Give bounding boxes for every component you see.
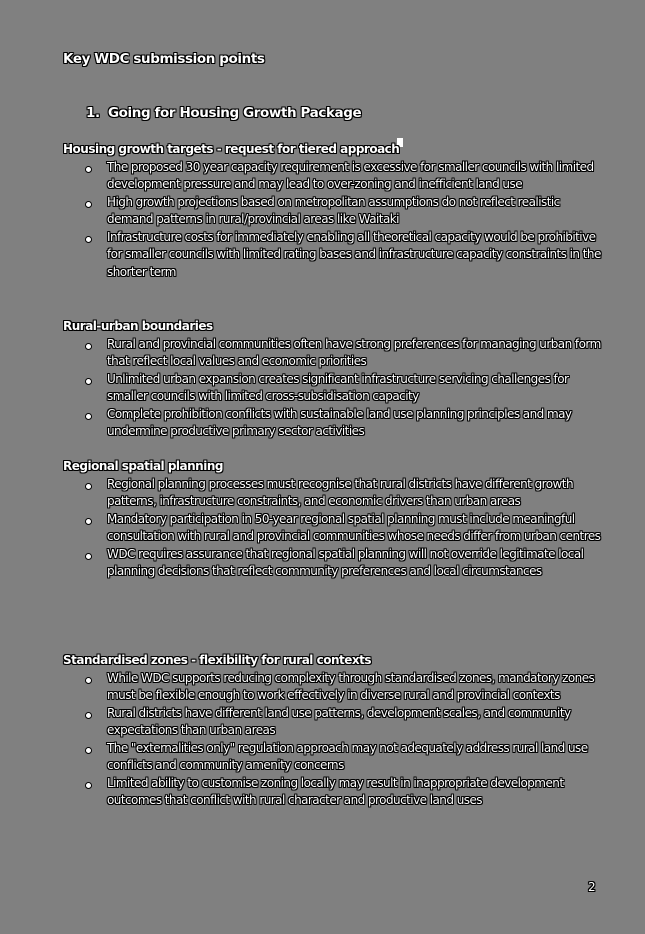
subsection-regional-spatial-planning [63, 458, 603, 581]
section-heading [86, 105, 361, 121]
list-item: Unlimited urban expansion creates significant infrastructure servicing challenges for smaller councils with limited cross-subsidisation capacity [63, 371, 603, 406]
bullet-icon [85, 413, 92, 420]
document-title: Key WDC submission points [63, 51, 265, 67]
list-item: WDC requires assurance that regional spatial planning will not override legitimate local planning decisions that reflect community preferences and local circumstances [63, 546, 603, 581]
section-title: Going for Housing Growth Package [108, 105, 362, 121]
bullet-icon [85, 712, 92, 719]
bullet-list [63, 159, 603, 282]
subsection-heading: Standardised zones - flexibility for rural contexts [63, 653, 371, 667]
list-item: Limited ability to customise zoning locally may result in inappropriate development outcomes that conflict with rural character and productive land uses [63, 775, 603, 810]
bullet-icon [85, 518, 92, 525]
bullet-icon [85, 166, 92, 173]
list-item: While WDC supports reducing complexity through standardised zones, mandatory zones must be flexible enough to work effectively in diverse rural and provincial contexts [63, 670, 603, 705]
list-item: Mandatory participation in 50-year regional spatial planning must include meaningful consultation with rural and provincial communities whose needs differ from urban centres [63, 511, 603, 546]
section-number: 1. [86, 105, 100, 121]
bullet-icon [85, 343, 92, 350]
bullet-icon [85, 201, 92, 208]
subsection-standardised-zones [63, 652, 603, 810]
list-item: Regional planning processes must recognise that rural districts have different growth patterns, infrastructure constraints, and economic drivers than urban areas [63, 476, 603, 511]
list-item: Rural and provincial communities often have strong preferences for managing urban form that reflect local values and economic priorities [63, 336, 603, 371]
list-item: The proposed 30 year capacity requirement is excessive for smaller councils with limited development pressure and may lead to over-zoning and inefficient land use [63, 159, 603, 194]
list-item: Infrastructure costs for immediately enabling all theoretical capacity would be prohibitive for smaller councils with limited rating bases and infrastructure capacity constraints in the shorter term [63, 229, 603, 282]
bullet-icon [85, 483, 92, 490]
subsection-rural-urban-boundaries [63, 318, 603, 441]
subsection-heading: Housing growth targets - request for tiered approach [63, 142, 400, 156]
list-item: Complete prohibition conflicts with sustainable land use planning principles and may undermine productive primary sector activities [63, 406, 603, 441]
bullet-icon [85, 553, 92, 560]
bullet-icon [85, 747, 92, 754]
bullet-list [63, 670, 603, 810]
list-item: Rural districts have different land use patterns, development scales, and community expectations than urban areas [63, 705, 603, 740]
page-number: 2 [588, 880, 596, 894]
bullet-icon [85, 782, 92, 789]
bullet-list [63, 336, 603, 441]
bullet-icon [85, 378, 92, 385]
subsection-heading: Regional spatial planning [63, 459, 223, 473]
bullet-list [63, 476, 603, 581]
list-item: The "externalities only" regulation approach may not adequately address rural land use conflicts and community amenity concerns [63, 740, 603, 775]
subsection-housing-growth-targets [63, 141, 603, 281]
bullet-icon [85, 677, 92, 684]
list-item: High growth projections based on metropolitan assumptions do not reflect realistic demand patterns in rural/provincial areas like Waitaki [63, 194, 603, 229]
bullet-icon [85, 236, 92, 243]
subsection-heading: Rural-urban boundaries [63, 319, 213, 333]
